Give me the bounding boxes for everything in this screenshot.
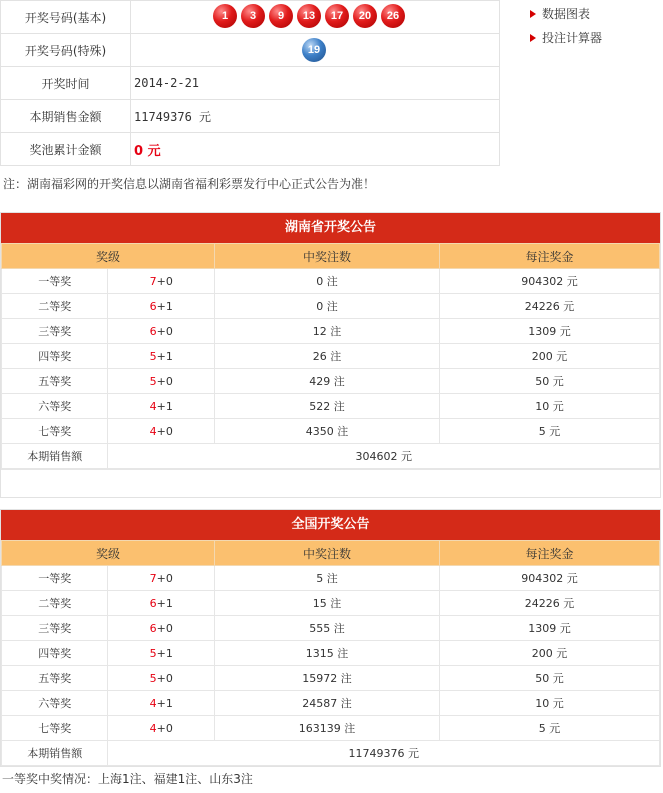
prize-match-code [108,269,215,294]
table-header-row [2,244,660,269]
match-plus: + [156,696,166,710]
winner-count: 1315 注 [215,641,440,666]
hunan-section-title: 湖南省开奖公告 [1,213,660,243]
table-row [2,591,660,616]
match-plus: + [156,374,166,388]
prize-match-code [108,566,215,591]
hunan-rows [2,269,660,444]
chart-link[interactable] [530,4,602,28]
match-plus: + [156,671,166,685]
winner-count: 24587 注 [215,691,440,716]
match-plus: + [156,621,166,635]
first-prize-distribution: 一等奖中奖情况：上海1注、福建1注、山东3注 [2,772,253,786]
hunan-footer-blank [1,469,660,497]
match-main: 7 [149,571,157,585]
amount-header: 每注奖金 [439,541,659,566]
red-ball: 13 [297,4,321,28]
prize-amount: 50 元 [439,369,659,394]
blue-ball: 19 [302,38,326,62]
match-main: 6 [149,324,157,338]
prize-match-code [108,716,215,741]
table-row [2,716,660,741]
match-special: 1 [165,646,173,660]
prize-match-code [108,319,215,344]
level-header: 奖级 [2,541,215,566]
match-plus: + [156,571,166,585]
prize-match-code [108,369,215,394]
match-plus: + [156,274,166,288]
red-ball: 20 [353,4,377,28]
prize-level: 四等奖 [2,641,108,666]
match-plus: + [156,399,166,413]
match-special: 0 [165,571,173,585]
match-plus: + [156,596,166,610]
special-balls [300,38,328,62]
match-plus: + [156,646,166,660]
prize-amount: 5 元 [439,716,659,741]
national-sales-label: 本期销售额 [2,741,108,766]
hunan-sales-value: 304602 元 [108,444,660,469]
count-header: 中奖注数 [215,244,440,269]
amount-header: 每注奖金 [439,244,659,269]
match-main: 6 [149,299,157,313]
prize-amount: 50 元 [439,666,659,691]
triangle-right-icon [530,34,536,42]
national-sales-value: 11749376 元 [108,741,660,766]
sales-row [1,100,500,133]
national-sales-row [2,741,660,766]
red-ball: 1 [213,4,237,28]
match-plus: + [156,299,166,313]
match-main: 5 [149,671,157,685]
national-section [0,509,661,767]
hunan-sales-label: 本期销售额 [2,444,108,469]
prize-amount: 200 元 [439,344,659,369]
match-special: 1 [165,696,173,710]
prize-match-code [108,691,215,716]
table-row [2,666,660,691]
table-header-row [2,541,660,566]
prize-level: 六等奖 [2,394,108,419]
pool-row [1,133,500,166]
prize-level: 一等奖 [2,269,108,294]
hunan-prize-table [1,243,660,469]
prize-match-code [108,616,215,641]
draw-date-label: 开奖时间 [1,67,131,100]
match-main: 7 [149,274,157,288]
national-prize-table [1,540,660,766]
level-header: 奖级 [2,244,215,269]
prize-level: 七等奖 [2,419,108,444]
red-ball: 3 [241,4,265,28]
match-main: 6 [149,621,157,635]
match-plus: + [156,324,166,338]
red-ball: 26 [381,4,405,28]
prize-level: 二等奖 [2,591,108,616]
disclaimer-note: 注：湖南福彩网的开奖信息以湖南省福利彩票发行中心正式公告为准！ [3,177,376,191]
special-number-label: 开奖号码(特殊) [1,34,131,67]
match-special: 0 [165,721,173,735]
match-plus: + [156,424,166,438]
prize-amount: 24226 元 [439,294,659,319]
winner-count: 522 注 [215,394,440,419]
pool-label: 奖池累计金额 [1,133,131,166]
winner-count: 163139 注 [215,716,440,741]
prize-amount: 24226 元 [439,591,659,616]
winner-count: 26 注 [215,344,440,369]
prize-amount: 5 元 [439,419,659,444]
prize-amount: 200 元 [439,641,659,666]
winner-count: 4350 注 [215,419,440,444]
prize-match-code [108,344,215,369]
prize-level: 五等奖 [2,369,108,394]
match-special: 1 [165,299,173,313]
triangle-right-icon [530,10,536,18]
table-row [2,616,660,641]
match-main: 4 [149,399,157,413]
draw-date-value: 2014-2-21 [131,67,500,100]
prize-level: 二等奖 [2,294,108,319]
pool-value: 0 元 [134,143,161,159]
table-row [2,566,660,591]
prize-match-code [108,394,215,419]
calculator-link[interactable] [530,28,602,52]
red-ball: 17 [325,4,349,28]
prize-level: 三等奖 [2,616,108,641]
winner-count: 555 注 [215,616,440,641]
winner-count: 429 注 [215,369,440,394]
prize-amount: 10 元 [439,394,659,419]
calculator-link-label: 投注计算器 [542,31,603,45]
match-special: 1 [165,596,173,610]
match-main: 4 [149,721,157,735]
winner-count: 15 注 [215,591,440,616]
prize-level: 五等奖 [2,666,108,691]
match-main: 4 [149,424,157,438]
national-section-title: 全国开奖公告 [1,510,660,540]
table-row [2,319,660,344]
match-special: 1 [165,349,173,363]
match-special: 0 [165,671,173,685]
match-main: 4 [149,696,157,710]
winner-count: 12 注 [215,319,440,344]
match-special: 0 [165,274,173,288]
table-row [2,369,660,394]
pool-value-cell [131,133,500,166]
draw-date-row [1,67,500,100]
prize-level: 三等奖 [2,319,108,344]
match-main: 5 [149,349,157,363]
winner-count: 15972 注 [215,666,440,691]
prize-match-code [108,294,215,319]
national-rows [2,566,660,741]
match-special: 0 [165,374,173,388]
prize-match-code [108,419,215,444]
winner-count: 0 注 [215,294,440,319]
table-row [2,294,660,319]
match-special: 0 [165,324,173,338]
table-row [2,344,660,369]
prize-level: 一等奖 [2,566,108,591]
table-row [2,691,660,716]
prize-amount: 904302 元 [439,269,659,294]
winner-count: 0 注 [215,269,440,294]
table-row [2,419,660,444]
match-main: 6 [149,596,157,610]
prize-level: 七等奖 [2,716,108,741]
prize-match-code [108,591,215,616]
hunan-sales-row [2,444,660,469]
hunan-section [0,212,661,498]
prize-match-code [108,666,215,691]
match-special: 1 [165,399,173,413]
prize-level: 四等奖 [2,344,108,369]
basic-balls [211,4,407,28]
match-special: 0 [165,621,173,635]
prize-amount: 1309 元 [439,319,659,344]
table-row [2,641,660,666]
winner-count: 5 注 [215,566,440,591]
prize-amount: 1309 元 [439,616,659,641]
basic-number-label: 开奖号码(基本) [1,1,131,34]
sales-value: 11749376 元 [131,100,500,133]
match-plus: + [156,721,166,735]
table-row [2,394,660,419]
count-header: 中奖注数 [215,541,440,566]
match-main: 5 [149,374,157,388]
match-plus: + [156,349,166,363]
sales-label: 本期销售金额 [1,100,131,133]
chart-link-label: 数据图表 [542,7,591,21]
prize-amount: 904302 元 [439,566,659,591]
prize-level: 六等奖 [2,691,108,716]
red-ball: 9 [269,4,293,28]
prize-match-code [108,641,215,666]
special-number-row [1,34,500,67]
table-row [2,269,660,294]
match-main: 5 [149,646,157,660]
match-special: 0 [165,424,173,438]
side-links [530,4,602,52]
prize-amount: 10 元 [439,691,659,716]
